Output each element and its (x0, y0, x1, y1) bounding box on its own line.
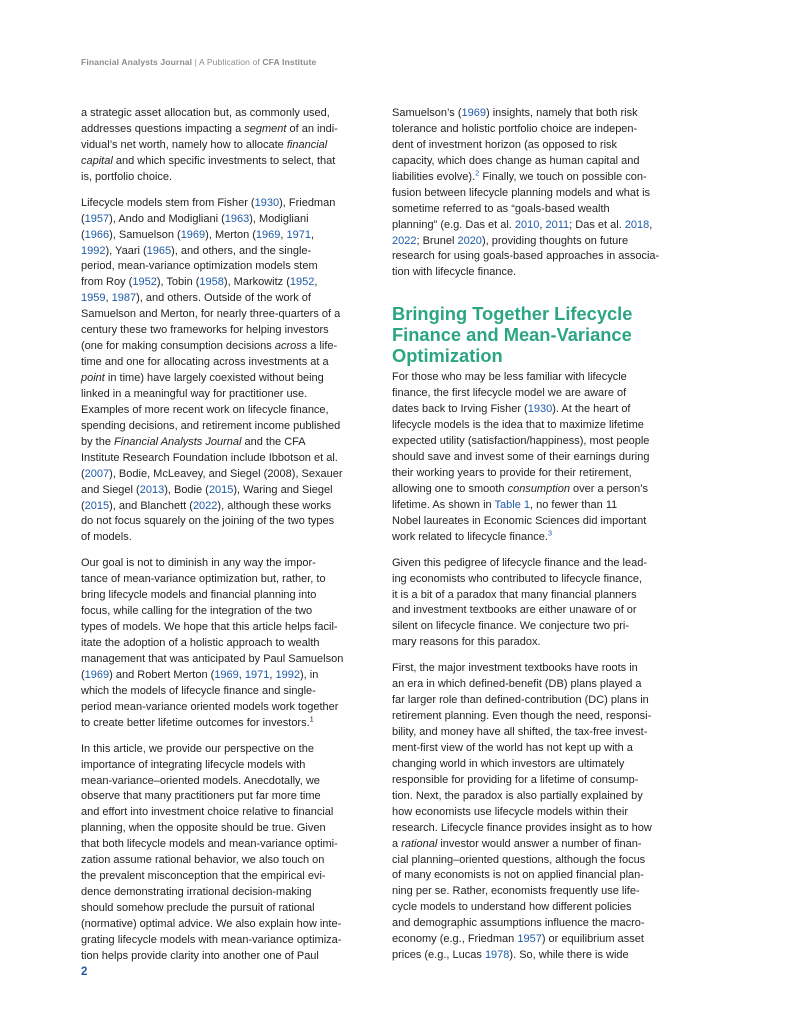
text-line (81, 196, 381, 212)
text-line (392, 884, 702, 900)
section-heading (392, 303, 702, 366)
text-line (392, 661, 702, 677)
text-line (81, 742, 381, 758)
text-run: (one for making consumption decisions (81, 340, 275, 353)
text-run: over a person’s (569, 482, 649, 495)
paragraph (81, 742, 381, 965)
text-line (392, 170, 702, 186)
text-run: retirement planning. Even though the need, responsi- (392, 710, 652, 723)
text-run: do not focus squarely on the joining of the two types (81, 515, 335, 528)
text-line (81, 901, 381, 917)
text-line (81, 451, 381, 467)
text-run: dent of investment horizon (as opposed to risk (392, 138, 618, 151)
right-column-intro (392, 106, 702, 281)
citation-link[interactable]: 2018 (624, 218, 650, 231)
text-line (392, 138, 702, 154)
text-run: itate the adoption of a holistic approach to wealth (81, 637, 320, 649)
citation-link[interactable]: 1978 (484, 949, 510, 962)
text-run: , (314, 276, 318, 289)
text-run: Nobel laureates in Economic Sciences did important (392, 514, 647, 527)
text-line (81, 885, 381, 901)
text-run: from Roy ( (81, 276, 133, 289)
text-run: focus, while calling for the integration of the two (81, 605, 313, 618)
text-run: ), Markowitz ( (223, 276, 290, 289)
text-run: ing economists who contributed to lifecycle finance, (392, 572, 643, 585)
citation-link[interactable]: 1966 (84, 228, 110, 241)
citation-link[interactable]: 1969 (214, 668, 239, 681)
text-run: , (311, 228, 315, 241)
text-run: lifetime. As shown in (392, 498, 495, 511)
text-line (392, 106, 702, 122)
text-line (392, 234, 702, 250)
text-line (81, 244, 381, 260)
right-column (392, 106, 702, 974)
text-line (81, 668, 381, 684)
text-run: how economists use lifecycle models within their (392, 805, 628, 818)
publisher-name: CFA Institute (262, 57, 317, 67)
text-line (81, 403, 381, 419)
text-run: Given this pedigree of lifecycle finance and the lead- (392, 556, 647, 569)
text-line (392, 948, 702, 964)
text-run: of many economists is not on applied financial plan- (392, 869, 644, 882)
text-run: , (105, 292, 112, 305)
text-run: ), Bodie, McLeavey, and Siegel (2008), Sexauer (109, 467, 343, 480)
citation-link[interactable]: 2020 (457, 234, 482, 247)
text-run: and which specific investments to select, that (112, 154, 336, 167)
citation-link[interactable]: 1969 (461, 107, 486, 119)
text-line (81, 853, 381, 869)
text-run: ment-first view of the world has not kept up with a (392, 741, 633, 754)
text-run: and demographic assumptions influence the macro- (392, 917, 645, 930)
text-run: ), Tobin ( (156, 276, 200, 289)
text-line (81, 604, 381, 620)
text-run: dence demonstrating irrational decision-making (81, 886, 312, 899)
text-run: dates back to Irving Fisher ( (392, 403, 528, 416)
text-run: ), Ando and Modigliani ( (109, 212, 225, 225)
text-run: in time) have largely coexisted without being (104, 372, 324, 384)
text-line (392, 218, 702, 234)
text-run: ( (81, 499, 85, 512)
section-heading-line: Bringing Together Lifecycle (392, 303, 633, 325)
text-line (81, 789, 381, 805)
text-line (392, 693, 702, 709)
text-line (392, 932, 702, 948)
text-line (81, 530, 381, 546)
text-run: time and one for allocating across investments at a (81, 356, 329, 369)
text-line (81, 371, 381, 387)
citation-link[interactable]: 1959 (81, 292, 106, 305)
text-run: , (539, 218, 546, 231)
text-line (81, 339, 381, 355)
text-line (392, 588, 702, 604)
text-line (392, 725, 702, 741)
text-line (392, 709, 702, 725)
citation-link[interactable]: 1971 (286, 228, 311, 241)
text-line (392, 402, 702, 418)
text-run: First, the major investment textbooks have roots in (392, 662, 638, 675)
text-run: capacity, which does change as human capital and (392, 154, 640, 167)
text-line (392, 186, 702, 202)
text-line (392, 619, 702, 635)
text-run: the prevalent misconception that the empirical evi- (81, 870, 326, 883)
citation-link[interactable]: 1957 (517, 933, 542, 946)
text-run: , (649, 218, 653, 231)
citation-link[interactable]: 2022 (392, 234, 417, 247)
citation-link[interactable]: 1963 (224, 212, 250, 225)
text-line (392, 418, 702, 434)
text-line (392, 741, 702, 757)
text-line (392, 482, 702, 498)
text-line (392, 821, 702, 837)
text-run: , no fewer than 11 (530, 498, 618, 511)
text-run: cial planning–oriented questions, although the focus (392, 853, 646, 866)
text-run: liabilities evolve). (392, 170, 476, 183)
running-header (81, 57, 316, 67)
citation-link[interactable]: 1992 (275, 668, 301, 681)
paragraph (81, 556, 381, 731)
text-line (392, 916, 702, 932)
text-line (392, 530, 702, 546)
citation-link[interactable]: 2007 (84, 467, 110, 480)
text-run: ), Merton ( (205, 228, 256, 241)
text-line (392, 853, 702, 869)
citation-link[interactable]: 1952 (132, 276, 157, 289)
text-run: bility, and money have all shifted, the tax-free invest- (392, 726, 648, 738)
citation-link[interactable]: 1969 (84, 668, 110, 681)
page-number: 2 (81, 966, 88, 978)
text-line (81, 122, 381, 138)
text-line (392, 677, 702, 693)
citation-link[interactable]: 2013 (139, 483, 165, 496)
text-line (81, 483, 381, 499)
text-line (392, 386, 702, 402)
citation-link[interactable]: 1930 (254, 196, 280, 209)
header-separator: | A Publication of (192, 57, 263, 67)
citation-link[interactable]: 1969 (180, 228, 206, 241)
text-run: research for using goals-based approaches in associa- (392, 250, 660, 263)
text-run: far larger role than defined-contribution (DC) plans in (392, 694, 649, 707)
text-run: ), Samuelson ( (109, 228, 181, 241)
text-run: Our goal is not to diminish in any way the impor- (81, 557, 316, 570)
right-column-body (392, 370, 702, 964)
text-run: tion helps provide clarity into another one of Paul (81, 949, 319, 962)
emphasis-text: across (274, 340, 308, 353)
text-run: vidual’s net worth, namely how to allocate (81, 138, 287, 151)
text-run: ) insights, namely that both risk (485, 107, 638, 119)
paragraph (81, 196, 381, 547)
text-run: tion with lifecycle finance. (392, 266, 517, 279)
emphasis-text: consumption (507, 482, 570, 495)
text-run: grating lifecycle models with mean-variance optimiza- (81, 933, 342, 946)
text-run: a (392, 837, 402, 850)
text-run: ( (81, 228, 85, 241)
text-run: prices (e.g., Lucas (392, 949, 485, 962)
text-run: by the (81, 435, 115, 448)
text-line (81, 758, 381, 774)
text-run: ; Brunel (416, 234, 458, 247)
text-line (392, 868, 702, 884)
text-run: observe that many practitioners put far more time (81, 790, 321, 803)
text-run: and investment textbooks are either unaware of or (392, 604, 637, 617)
text-line (392, 572, 702, 588)
text-run: ( (81, 467, 85, 480)
text-run: silent on lifecycle finance. We conjecture two pri- (392, 620, 630, 633)
text-line (392, 789, 702, 805)
text-line (81, 869, 381, 885)
text-line (81, 275, 381, 291)
text-line (81, 467, 381, 483)
paragraph (392, 106, 702, 281)
text-line (392, 434, 702, 450)
text-run: period mean-variance oriented models work together (81, 700, 339, 713)
text-line (392, 154, 702, 170)
text-line (81, 620, 381, 636)
text-run: and Siegel ( (81, 483, 140, 496)
emphasis-text: financial (286, 138, 328, 151)
text-line (81, 805, 381, 821)
text-run: Samuelson’s ( (392, 107, 462, 119)
text-run: bring lifecycle models and financial planning into (81, 589, 317, 602)
journal-name: Financial Analysts Journal (81, 57, 193, 67)
text-run: their working years to provide for their retirement, (392, 466, 632, 479)
text-line (81, 716, 381, 732)
text-run: research. Lifecycle finance provides insight as to how (392, 821, 652, 834)
text-run: ning per se. Rather, economists frequently use life- (392, 885, 640, 898)
text-run: (normative) optimal advice. We also explain how inte- (81, 917, 342, 930)
text-run: Lifecycle models stem from Fisher ( (81, 196, 255, 209)
text-line (81, 949, 381, 965)
text-run: linked in a meaningful way for practitioner use. (81, 387, 308, 400)
text-line (81, 499, 381, 515)
text-run: should save and invest some of their earnings during (392, 451, 650, 463)
text-line (392, 450, 702, 466)
text-line (392, 370, 702, 386)
paragraph (392, 370, 702, 545)
text-run: a strategic asset allocation but, as commonly used, (81, 107, 330, 119)
text-run: ; Das et al. (569, 218, 625, 231)
text-run: ), Friedman (279, 196, 336, 209)
text-run: that both lifecycle models and mean-variance optimi- (81, 838, 338, 851)
text-run: planning” (e.g. Das et al. (392, 218, 515, 231)
text-line (81, 138, 381, 154)
citation-link[interactable]: 1987 (111, 292, 137, 305)
text-line (81, 933, 381, 949)
text-run: ). So, while there is wide (509, 949, 629, 962)
footnote-marker: 1 (309, 714, 314, 724)
text-run: importance of integrating lifecycle models with (81, 758, 306, 771)
text-run: tolerance and holistic portfolio choice are indepen- (392, 122, 638, 135)
text-run: Finally, we touch on possible con- (479, 170, 647, 183)
text-run: finance, the first lifecycle model we are aware of (392, 387, 627, 400)
citation-link[interactable]: 1930 (527, 403, 553, 416)
text-run: types of models. We hope that this article helps facil- (81, 621, 338, 634)
text-run: ), Yaari ( (105, 244, 147, 257)
text-run: century these two frameworks for helping investors (81, 324, 329, 337)
text-line (81, 170, 381, 186)
text-line (392, 202, 702, 218)
text-line (81, 837, 381, 853)
paragraph (392, 556, 702, 652)
text-line (81, 917, 381, 933)
text-run: ), in (300, 668, 319, 681)
text-line (81, 323, 381, 339)
text-line (81, 556, 381, 572)
emphasis-text: segment (244, 122, 287, 135)
text-run: and effort into investment choice relative to financial (81, 806, 334, 819)
text-run: which the models of lifecycle finance and single- (81, 684, 316, 697)
text-run: allowing one to smooth (392, 482, 508, 495)
text-line (392, 556, 702, 572)
text-run: ) or equilibrium asset (541, 933, 644, 946)
text-line (81, 700, 381, 716)
citation-link[interactable]: 1969 (255, 228, 281, 241)
text-line (392, 466, 702, 482)
text-run: changing world in which investors are ultimately (392, 757, 625, 770)
text-line (81, 572, 381, 588)
text-run: of an indi- (286, 122, 338, 135)
text-run: sometime referred to as “goals-based wealth (392, 202, 610, 215)
text-run: lifecycle models is the idea that to maximize lifetime (392, 419, 644, 432)
text-run: of models. (81, 531, 132, 544)
footnote-link[interactable]: 3 (547, 528, 553, 538)
text-run: planning, when the opposite should be true. Given (81, 822, 326, 835)
citation-link[interactable]: 1958 (199, 276, 224, 289)
text-line (81, 228, 381, 244)
text-run: ), Waring and Siegel (233, 483, 333, 496)
text-run: , (238, 668, 245, 681)
citation-link[interactable]: 2015 (208, 483, 234, 496)
text-line (81, 154, 381, 170)
text-line (392, 635, 702, 651)
text-run: is, portfolio choice. (81, 170, 173, 183)
text-line (392, 837, 702, 853)
footnote-link[interactable]: 2 (475, 168, 480, 178)
text-run: economy (e.g., Friedman (392, 933, 518, 946)
citation-link[interactable]: 2022 (192, 499, 218, 512)
text-line (81, 652, 381, 668)
text-run: ) and Robert Merton ( (109, 668, 215, 681)
citation-link[interactable]: 1971 (244, 668, 270, 681)
text-run: it is a bit of a paradox that many financial planners (392, 588, 637, 601)
emphasis-text: point (81, 372, 105, 384)
text-run: ), and others. Outside of the work of (136, 292, 311, 305)
citation-link[interactable]: 1965 (146, 244, 172, 257)
text-run: tance of mean-variance optimization but, rather, to (81, 573, 326, 586)
text-run: ), and Blanchett ( (109, 499, 193, 512)
paragraph (392, 661, 702, 964)
text-line (392, 265, 702, 281)
text-run: mary reasons for this paradox. (392, 636, 541, 649)
text-run: ). At the heart of (552, 403, 631, 416)
citation-link[interactable]: Table 1 (494, 498, 530, 511)
text-line (81, 514, 381, 530)
text-run: For those who may be less familiar with lifecycle (392, 371, 627, 384)
text-run: , (280, 228, 287, 241)
citation-link[interactable]: 1952 (289, 276, 315, 289)
text-line (81, 106, 381, 122)
citation-link[interactable]: 2011 (545, 218, 570, 231)
text-run: ), Modigliani (249, 212, 309, 225)
text-line (392, 122, 702, 138)
text-run: expected utility (satisfaction/happiness), most people (392, 435, 650, 448)
text-run: work related to lifecycle finance. (392, 530, 548, 543)
text-run: period, mean-variance optimization models stem (81, 260, 318, 273)
text-run: an era in which defined-benefit (DB) plans played a (392, 678, 642, 691)
text-run: a life- (307, 340, 338, 353)
left-column (81, 106, 381, 975)
text-run: responsible for providing for a lifetime of consump- (392, 773, 639, 786)
text-line (81, 355, 381, 371)
text-line (81, 259, 381, 275)
text-line (392, 603, 702, 619)
text-line (392, 498, 702, 514)
text-line (392, 249, 702, 265)
text-run: mean-variance–oriented models. Anecdotally, we (81, 774, 320, 787)
text-line (81, 291, 381, 307)
text-line (81, 821, 381, 837)
text-line (81, 419, 381, 435)
text-run: ( (81, 212, 85, 225)
text-line (81, 435, 381, 451)
text-line (392, 805, 702, 821)
emphasis-text: capital (81, 154, 113, 167)
text-line (81, 307, 381, 323)
paragraph (81, 106, 381, 186)
text-line (81, 774, 381, 790)
text-run: fusion between lifecycle planning models and what is (392, 186, 651, 199)
text-run: , (269, 668, 276, 681)
text-line (81, 684, 381, 700)
text-run: spending decisions, and retirement income published (81, 419, 341, 432)
text-line (392, 757, 702, 773)
text-run: Examples of more recent work on lifecycle finance, (81, 403, 329, 416)
text-line (81, 636, 381, 652)
text-line (81, 588, 381, 604)
emphasis-text: rational (401, 837, 438, 850)
text-run: ), Bodie ( (164, 483, 209, 496)
citation-link[interactable]: 1992 (81, 244, 106, 257)
text-run: ), although these works (217, 499, 332, 512)
section-heading-line: Finance and Mean-Variance (392, 324, 632, 346)
text-run: cycle models to understand how different policies (392, 901, 632, 914)
text-run: In this article, we provide our perspective on the (81, 742, 314, 755)
text-run: management that was anticipated by Paul Samuelson (81, 652, 344, 665)
text-run: tion. Next, the paradox is also partially explained by (392, 789, 643, 802)
citation-link[interactable]: 2010 (514, 218, 540, 231)
text-run: investor would answer a number of finan- (437, 837, 642, 850)
text-run: Institute Research Foundation include Ibbotson et al. (81, 451, 338, 464)
text-run: Samuelson and Merton, for nearly three-quarters of a (81, 308, 341, 321)
text-line (81, 212, 381, 228)
text-run: and the CFA (241, 435, 306, 448)
text-line (81, 387, 381, 403)
text-line (392, 900, 702, 916)
citation-link[interactable]: 2015 (84, 499, 110, 512)
emphasis-text: Financial Analysts Journal (114, 435, 242, 448)
text-run: zation assume rational behavior, we also touch on (81, 854, 325, 867)
text-run: ( (81, 668, 85, 681)
text-line (392, 773, 702, 789)
section-heading-line: Optimization (392, 345, 503, 367)
text-run: ), providing thoughts on future (481, 234, 629, 247)
text-run: to create better lifetime outcomes for investors. (81, 716, 310, 729)
text-run: ), and others, and the single- (171, 244, 312, 257)
citation-link[interactable]: 1957 (84, 212, 110, 225)
text-run: addresses questions impacting a (81, 122, 245, 135)
text-run: should somehow preclude the pursuit of rational (81, 902, 315, 914)
